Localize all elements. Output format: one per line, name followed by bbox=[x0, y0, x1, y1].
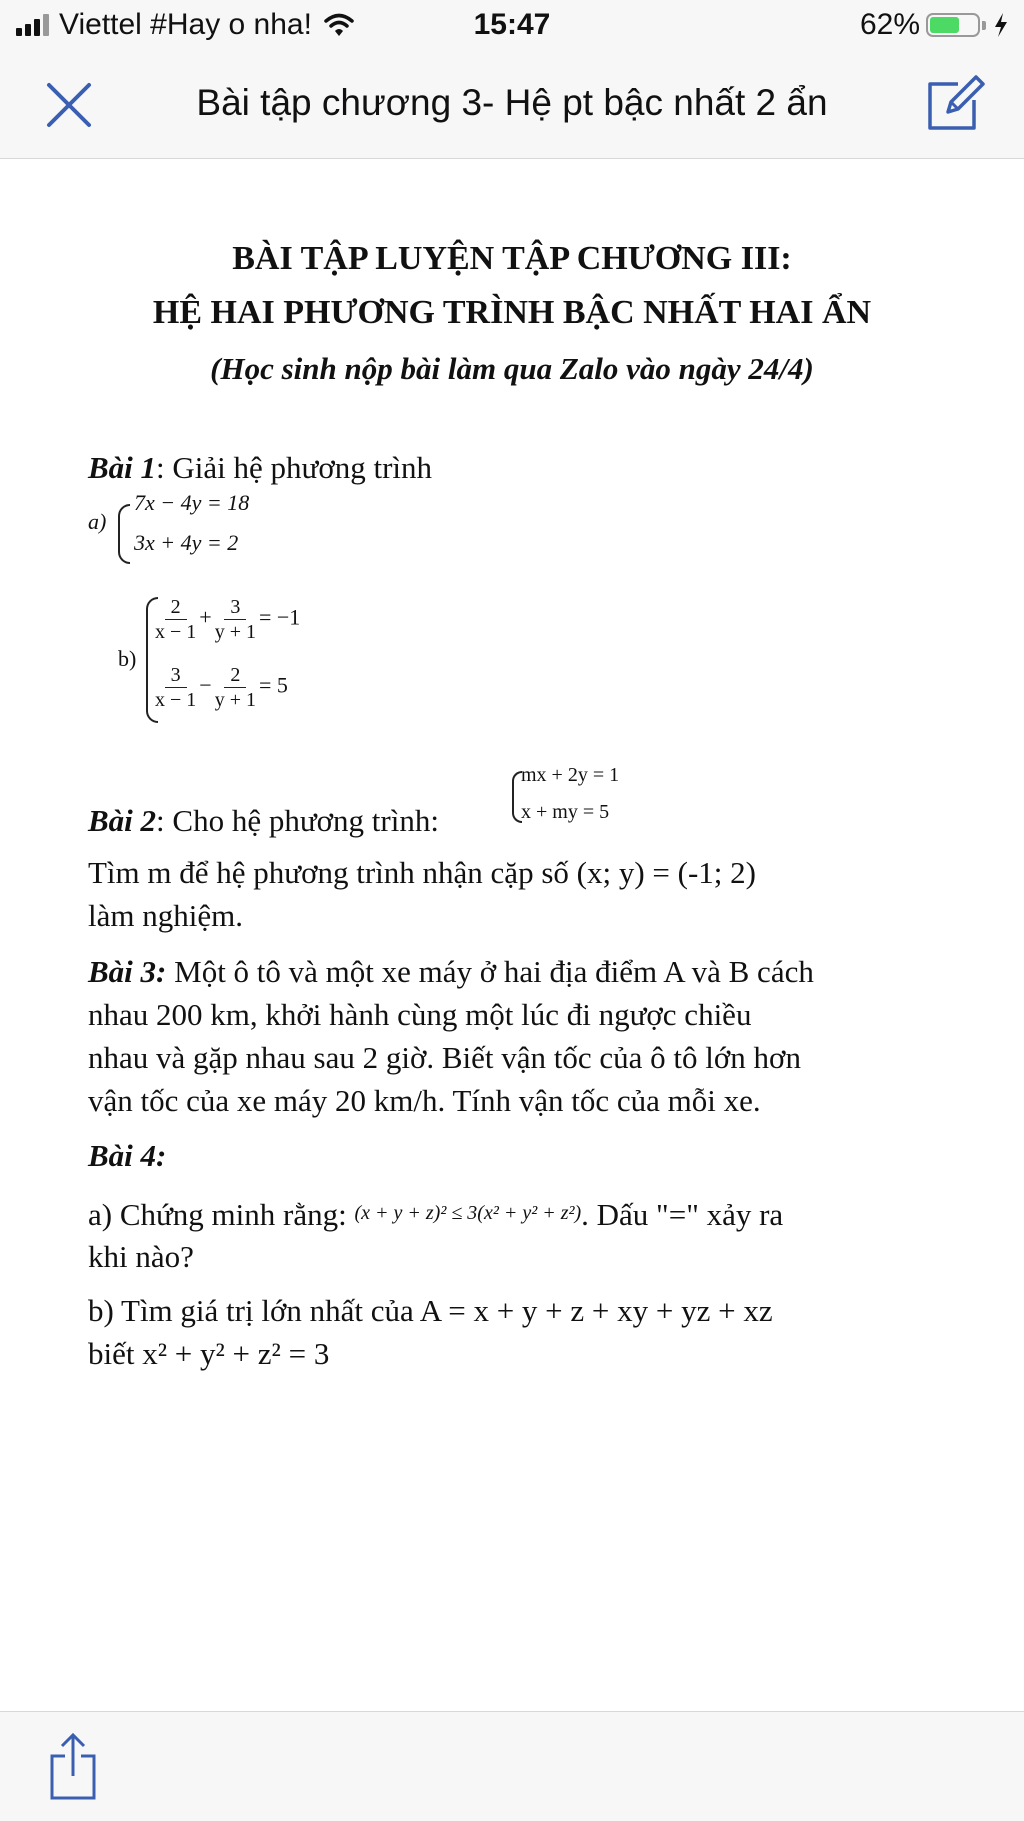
bai1-a-eq1: 7x − 4y = 18 bbox=[134, 490, 250, 515]
bai1-text: : Giải hệ phương trình bbox=[156, 450, 433, 485]
bai1-a-eq2: 3x + 4y = 2 bbox=[134, 530, 239, 555]
status-right bbox=[860, 8, 1010, 42]
bai1-b-eq2 bbox=[152, 663, 288, 712]
bai3-line2: nhau 200 km, khởi hành cùng một lúc đi ngược chiều bbox=[88, 997, 752, 1032]
bai4-b-line1: b) Tìm giá trị lớn nhất của A = x + y + z + xy + yz + xz bbox=[88, 1293, 773, 1328]
bottom-toolbar bbox=[0, 1711, 1024, 1821]
heading-line-1: BÀI TẬP LUYỆN TẬP CHƯƠNG III: bbox=[232, 240, 792, 277]
bai4-a-formula: (x + y + z)² ≤ 3(x² + y² + z²) bbox=[354, 1202, 582, 1224]
bai1-b-eq1 bbox=[152, 595, 300, 644]
op-b2: − bbox=[199, 672, 212, 698]
clock: 15:47 bbox=[473, 8, 551, 41]
bai3-line4: vận tốc của xe máy 20 km/h. Tính vận tốc của mỗi xe. bbox=[88, 1083, 761, 1118]
nav-bar bbox=[0, 52, 1024, 159]
bai4-a-line2: khi nào? bbox=[88, 1239, 194, 1274]
op-b1: + bbox=[199, 604, 212, 630]
bai2-heading bbox=[88, 799, 948, 842]
rhs-b2: = 5 bbox=[258, 672, 288, 698]
bai4-label-text: Bài 4: bbox=[88, 1138, 167, 1173]
battery-icon bbox=[926, 13, 980, 37]
battery-percent: 62% bbox=[859, 8, 920, 41]
frac-b1-2: $\frac{3}{y + 1}$ bbox=[214, 596, 256, 643]
bai1-a-label: a) bbox=[88, 509, 107, 534]
bai2-text: : Cho hệ phương trình: bbox=[156, 803, 439, 838]
brace-a bbox=[118, 504, 130, 564]
charging-bolt-icon bbox=[992, 12, 1010, 38]
subtitle: (Học sinh nộp bài làm qua Zalo vào ngày 24/4) bbox=[210, 351, 814, 386]
bai4-a-suffix: . Dấu "=" xảy ra bbox=[581, 1197, 784, 1232]
bai2-label: Bài 2 bbox=[88, 803, 157, 838]
bai2-line3: làm nghiệm. bbox=[88, 898, 243, 933]
bai1-label: Bài 1 bbox=[88, 450, 157, 485]
bai3-line1 bbox=[88, 950, 948, 993]
rhs-b1: = −1 bbox=[258, 604, 301, 630]
bai2-eq2: x + my = 5 bbox=[521, 801, 610, 823]
bai2-line2: Tìm m để hệ phương trình nhận cặp số (x; y) = (-1; 2) bbox=[88, 855, 756, 890]
bai3-text: Một ô tô và một xe máy ở hai địa điểm A và B cách bbox=[166, 954, 814, 989]
bai1-b-label: b) bbox=[118, 646, 137, 671]
frac-b1-1: $\frac{2}{x - 1}$ bbox=[155, 596, 197, 643]
status-bar bbox=[0, 0, 1024, 52]
bai4-label bbox=[88, 1134, 948, 1177]
document-title: Bài tập chương 3- Hệ pt bậc nhất 2 ẩn bbox=[196, 82, 828, 123]
frac-b2-2: $\frac{2}{y + 1}$ bbox=[214, 664, 256, 711]
bai4-a-line1 bbox=[88, 1192, 948, 1236]
close-icon[interactable] bbox=[44, 80, 94, 130]
battery-tip bbox=[982, 21, 986, 30]
bai3-label: Bài 3: bbox=[88, 954, 167, 989]
bai4-a-prefix: a) Chứng minh rằng: bbox=[88, 1197, 355, 1232]
document-page bbox=[0, 159, 1024, 1711]
heading-line-2: HỆ HAI PHƯƠNG TRÌNH BẬC NHẤT HAI ẨN bbox=[152, 294, 872, 331]
frac-b2-1: $\frac{3}{x - 1}$ bbox=[155, 664, 197, 711]
bai4-b-line2: biết x² + y² + z² = 3 bbox=[88, 1336, 330, 1371]
bai2-eq1: mx + 2y = 1 bbox=[521, 764, 620, 786]
edit-icon[interactable] bbox=[924, 72, 986, 134]
carrier-name: Viettel #Hay o nha! bbox=[59, 8, 312, 41]
share-icon[interactable] bbox=[48, 1732, 98, 1800]
bai3-line3: nhau và gặp nhau sau 2 giờ. Biết vận tốc của ô tô lớn hơn bbox=[88, 1040, 801, 1075]
